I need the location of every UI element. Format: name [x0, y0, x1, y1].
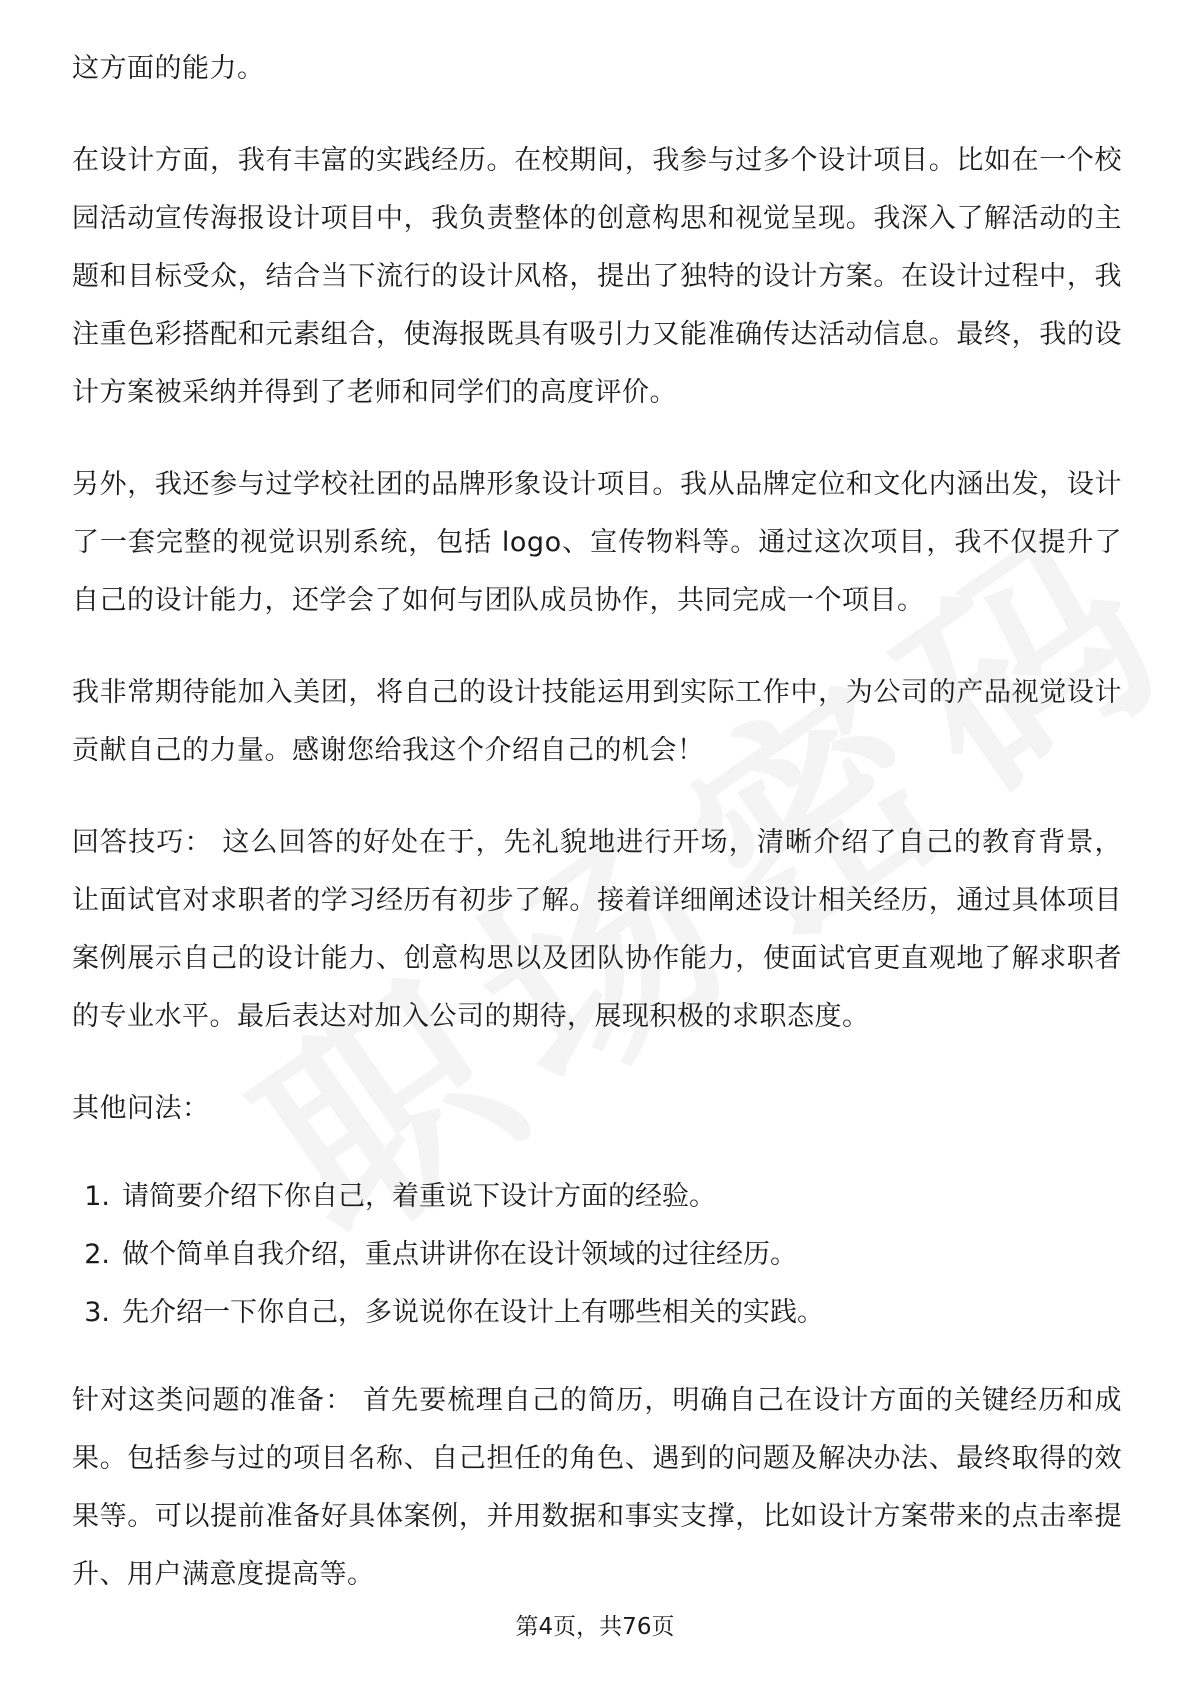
list-item-text: 做个简单自我介绍，重点讲讲你在设计领域的过往经历。: [122, 1239, 797, 1270]
list-item: [72, 1284, 1122, 1342]
page-number-footer: 第4页，共76页: [515, 1614, 675, 1640]
list-item-number: 1.: [84, 1181, 110, 1212]
document-body: [72, 40, 1122, 1638]
paragraph-closing: 我非常期待能加入美团，将自己的设计技能运用到实际工作中，为公司的产品视觉设计贡献自己的力量。感谢您给我这个介绍自己的机会！: [72, 677, 1122, 766]
paragraph-continuation: 这方面的能力。: [72, 53, 265, 84]
list-item-number: 2.: [84, 1239, 110, 1270]
paragraph-design-experience: 在设计方面，我有丰富的实践经历。在校期间，我参与过多个设计项目。比如在一个校园活动宣传海报设计项目中，我负责整体的创意构思和视觉呈现。我深入了解活动的主题和目标受众，结合当下流行的设计风格，提出了独特的设计方案。在设计过程中，我注重色彩搭配和元素组合，使海报既具有吸引力又能准确传达活动信息。最终，我的设计方案被采纳并得到了老师和同学们的高度评价。: [72, 145, 1122, 408]
alternative-questions-list: [72, 1168, 1122, 1342]
paragraph-brand-project: 另外，我还参与过学校社团的品牌形象设计项目。我从品牌定位和文化内涵出发，设计了一套完整的视觉识别系统，包括 logo、宣传物料等。通过这次项目，我不仅提升了自己的设计能力，还学会了如何与团队成员协作，共同完成一个项目。: [72, 469, 1122, 616]
paragraph-other-questions-heading: 其他问法：: [72, 1093, 210, 1124]
paragraph-preparation: 针对这类问题的准备： 首先要梳理自己的简历，明确自己在设计方面的关键经历和成果。包括参与过的项目名称、自己担任的角色、遇到的问题及解决办法、最终取得的效果等。可以提前准备好具体案例，并用数据和事实支撑，比如设计方案带来的点击率提升、用户满意度提高等。: [72, 1385, 1122, 1590]
list-item: [72, 1168, 1122, 1226]
list-item-number: 3.: [84, 1297, 110, 1328]
list-item: [72, 1226, 1122, 1284]
list-item-text: 先介绍一下你自己，多说说你在设计上有哪些相关的实践。: [122, 1297, 824, 1328]
list-item-text: 请简要介绍下你自己，着重说下设计方面的经验。: [122, 1181, 716, 1212]
paragraph-answer-tips: 回答技巧： 这么回答的好处在于，先礼貌地进行开场，清晰介绍了自己的教育背景，让面试官对求职者的学习经历有初步了解。接着详细阐述设计相关经历，通过具体项目案例展示自己的设计能力、创意构思以及团队协作能力，使面试官更直观地了解求职者的专业水平。最后表达对加入公司的期待，展现积极的求职态度。: [72, 827, 1122, 1032]
